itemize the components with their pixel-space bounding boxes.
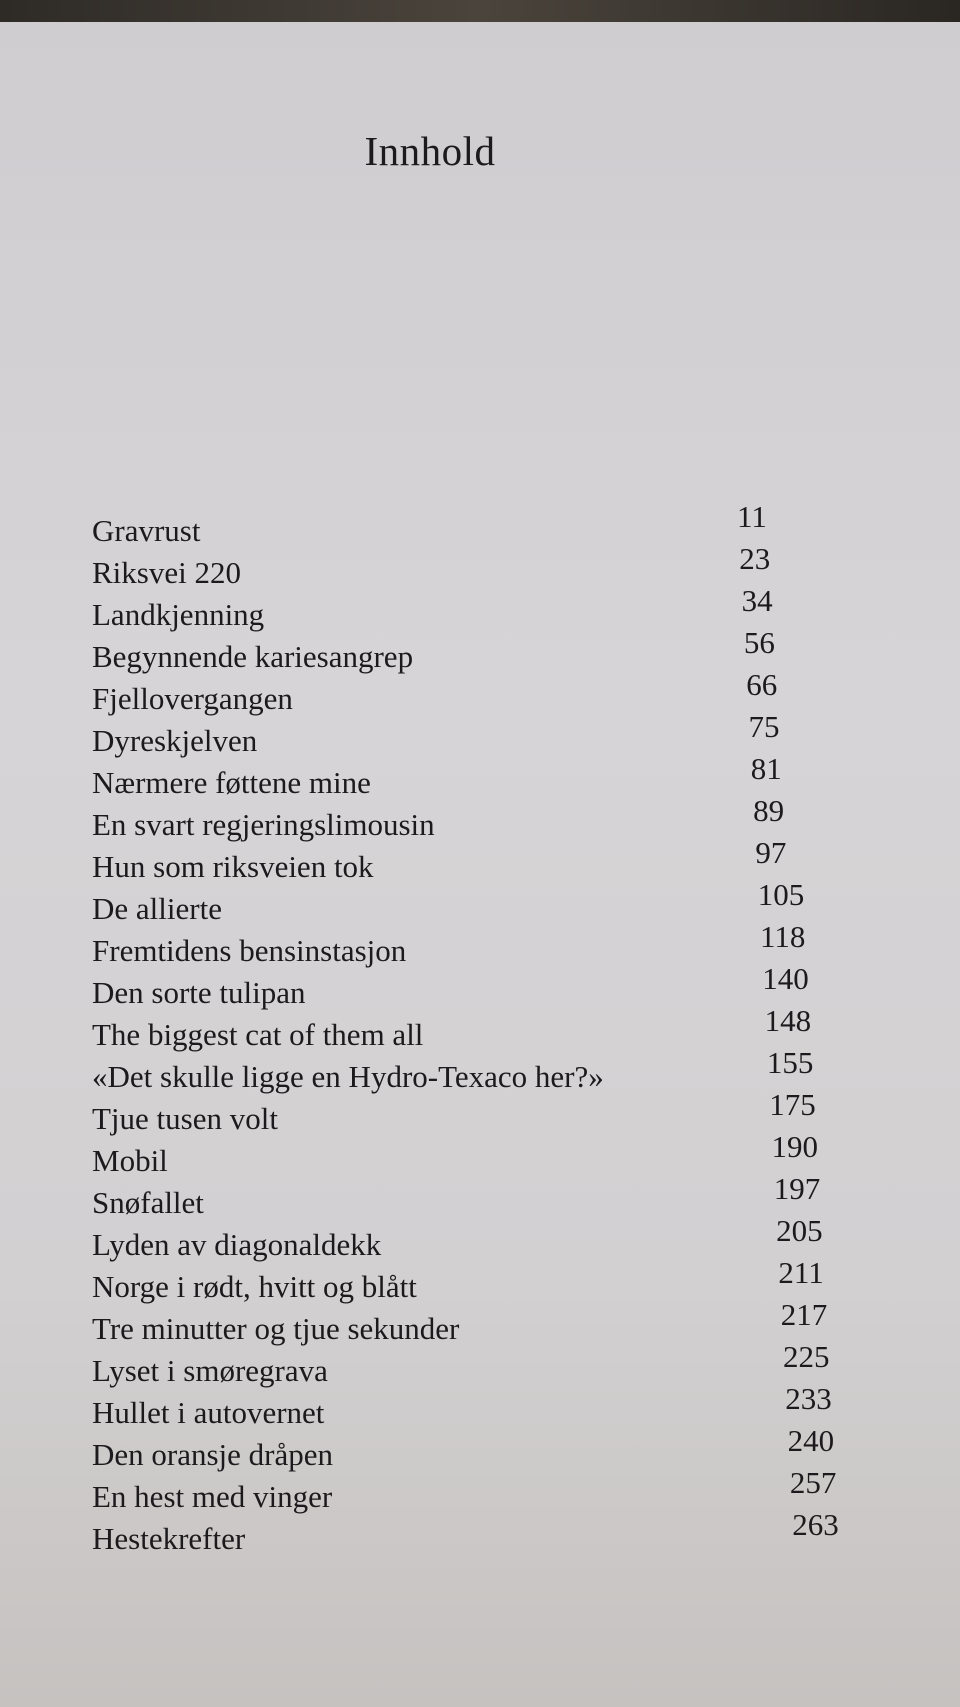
toc-entry-title: Fremtidens bensinstasjon [92,933,407,968]
toc-entry-title: Norge i rødt, hvitt og blått [92,1269,417,1304]
toc-entry-page-number: 211 [778,1255,824,1290]
toc-entry-page-number: 89 [753,793,785,828]
toc-entry-page-number: 175 [769,1087,816,1122]
toc-entry-page-number: 225 [783,1339,830,1374]
toc-entry-page-number: 240 [787,1423,835,1458]
toc-entry-title: Tre minutter og tjue sekunder [92,1311,460,1346]
toc-entry-title: Den oransje dråpen [92,1437,334,1472]
toc-entry-title: Begynnende kariesangrep [92,639,414,674]
toc-entry [92,709,832,762]
toc-entry [92,1255,832,1308]
toc-entry [92,1129,832,1182]
toc-entry-title: Riksvei 220 [92,555,241,590]
page-title: Innhold [364,128,496,174]
toc-entry-page-number: 97 [755,835,787,870]
book-page [0,14,960,1707]
toc-entry [92,1045,832,1098]
toc-entry-page-number: 11 [737,499,767,534]
toc-entry [92,1297,832,1350]
toc-entry-title: Landkjenning [92,597,265,632]
toc-entry-page-number: 118 [760,919,806,954]
toc-entry [92,625,832,678]
toc-entry-title: Hun som riksveien tok [92,849,374,884]
table-of-contents [92,499,839,1560]
toc-entry [92,835,832,888]
toc-entry-title: Hullet i autovernet [92,1395,325,1430]
toc-entry-title: Dyreskjelven [92,723,258,758]
toc-entry-title: Lyden av diagonaldekk [92,1227,382,1262]
toc-entry-page-number: 140 [762,961,809,996]
toc-entry [92,583,832,636]
toc-entry-title: Gravrust [92,513,201,548]
toc-entry-page-number: 81 [750,751,782,786]
toc-entry-title: Lyset i smøregrava [92,1353,328,1388]
toc-entry-title: Fjellovergangen [92,681,293,716]
toc-entry [92,877,832,930]
toc-entry [92,1171,832,1224]
toc-entry [92,961,832,1014]
toc-entry [92,1423,835,1476]
toc-entry [92,667,832,720]
toc-entry-page-number: 23 [739,541,771,576]
toc-entry-page-number: 257 [789,1465,837,1500]
toc-entry-page-number: 190 [771,1129,818,1164]
toc-entry-page-number: 75 [748,709,780,744]
toc-entry-page-number: 66 [746,667,778,702]
toc-entry [92,541,832,594]
toc-entry-page-number: 233 [785,1381,832,1416]
toc-entry-title: Den sorte tulipan [92,975,306,1010]
toc-entry-page-number: 56 [743,625,775,660]
toc-entry [92,919,832,972]
toc-entry-page-number: 217 [780,1297,828,1332]
toc-entry [92,1465,837,1518]
toc-entry-title: The biggest cat of them all [92,1017,424,1052]
toc-entry-title: Snøfallet [92,1185,204,1220]
toc-entry [92,1087,832,1140]
toc-entry-page-number: 34 [741,583,773,618]
toc-entry-title: Hestekrefter [92,1521,246,1556]
toc-entry [92,751,832,804]
toc-entry [92,1339,832,1392]
toc-entry-title: «Det skulle ligge en Hydro-Texaco her?» [92,1059,604,1094]
toc-entry [92,499,832,552]
toc-entry [92,1213,832,1266]
background-edge [0,0,960,22]
toc-entry [92,793,832,846]
toc-entry-page-number: 263 [792,1507,839,1542]
toc-entry [92,1507,839,1560]
toc-entry [92,1381,832,1434]
toc-entry-page-number: 148 [764,1003,812,1038]
toc-entry-page-number: 205 [776,1213,823,1248]
toc-entry-page-number: 105 [757,877,805,912]
toc-entry-title: Nærmere føttene mine [92,765,371,800]
toc-entry-title: Mobil [92,1143,168,1178]
toc-entry-title: De allierte [92,891,222,926]
toc-entry-title: En hest med vinger [92,1479,333,1514]
toc-entry [92,1003,832,1056]
toc-entry-page-number: 155 [766,1045,814,1080]
toc-entry-title: Tjue tusen volt [92,1101,278,1136]
toc-entry-title: En svart regjeringslimousin [92,807,435,842]
toc-entry-page-number: 197 [773,1171,821,1206]
